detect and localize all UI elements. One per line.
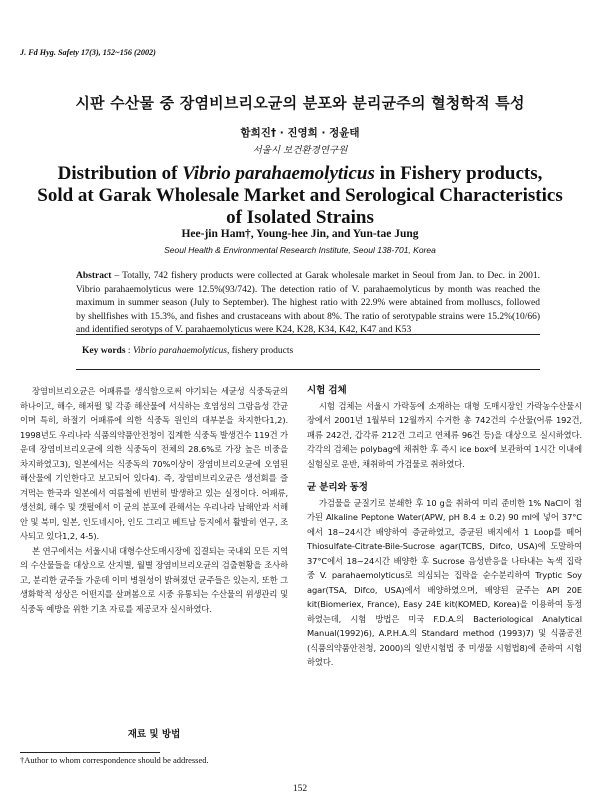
- english-title-line1: [0, 163, 600, 185]
- right-paragraph-1: 시험 검체는 서울시 가락동에 소재하는 대형 도매시장인 가락농수산물시장에서 2001년 1월부터 12월까지 수거한 총 742건의 수산물(어류 192건, 패류 242건, 갑각류 212건 그리고 연체류 96건 등)을 대상으로 실시하였다. 각각의 검체는 polybag에 채취한 후 즉시 ice box에 보관하여 1시간 이내에 실험실로 운반, 채취하여 가검물로 취하였다.: [307, 400, 582, 469]
- journal-citation: J. Fd Hyg. Safety 17(3), 152~156 (2002): [20, 48, 156, 57]
- keywords-bottom-rule: [76, 369, 540, 370]
- left-column: [20, 384, 288, 616]
- subheading-isolation: 균 분리와 동정: [307, 482, 368, 493]
- keywords-italic: Vibrio parahaemolyticus,: [132, 346, 230, 356]
- title-line1-pre: Distribution of: [57, 163, 183, 184]
- left-paragraph-1: 장염비브리오균은 어패류를 생식함으로써 야기되는 세균성 식중독균의 하나이고, 해수, 해저펄 및 각종 해산물에 서식하는 호염성의 그람음성 간균이며 특히, 하절기 어패류에 의한 식중독 원인의 대부분을 차지한다1,2). 1998년도 우리나라 식품의약품안전청이 집계한 식중독 발생건수 119건 가운데 장염비브리오균에 의한 식중독이 전체의 28.6%로 가장 높은 비중을 차지하였고3), 일본에서는 식중독의 70%이상이 장염비브리오균에 오염된 해산물에 기인한다고 보고되어 있다4). 즉, 장염비브리오균은 생선회를 즐겨먹는 한국과 일본에서 여름철에 빈번히 발생하고 있는 실정이다. 어패류, 생선회, 해수 및 갯펄에서 이 균의 분포에 관해서는 우리나라 남해안과 서해안 및 북미, 일본, 인도네시아, 인도 그리고 베트남 등지에서 활발히 연구, 조사되고 있다1,2, 4-5).: [20, 386, 288, 541]
- right-column: [307, 384, 582, 670]
- english-title-line2: Sold at Garak Wholesale Market and Serological Characteristics: [37, 185, 563, 206]
- korean-authors: 함희진† · 진영희 · 정윤태: [240, 127, 360, 139]
- spacer: [307, 471, 582, 481]
- english-title-line3: of Isolated Strains: [226, 207, 374, 228]
- english-affiliation: Seoul Health & Environmental Research Institute, Seoul 138-701, Korea: [164, 245, 436, 255]
- korean-title: 시판 수산물 중 장염비브리오균의 분포와 분리균주의 혈청학적 특성: [75, 94, 525, 112]
- keywords-label: Key words: [82, 346, 126, 356]
- footnote-rule: [20, 752, 160, 753]
- right-paragraph-2: 가검물을 균질기로 분쇄한 후 10 g을 취하여 미리 준비한 1% NaCl이 첨가된 Alkaline Peptone Water(APW, pH 8.4 ± 0.2) 90 ml에 넣어 37°C에서 18~24시간 배양하여 증균하였고, 증균된 배지에서 1 Loop를 떼어 Thiosulfate-Citrate-Bile-Sucrose agar(TCBS, Difco, USA)에 도말하여 37°C에서 18~24시간 배양한 후 Sucrose 음성반응을 나타내는 녹색 집락 중 V. parahaemolyticus로 의심되는 집락을 순수분리하여 Tryptic Soy agar(TSA, Difco, USA)에서 배양하였으며, 배양된 균주는 API 20E kit(Biomeriex, France), Easy 24E kit(KOMED, Korea)을 이용하여 동정하였는데, 시험 방법은 미국 F.D.A.의 Bacteriological Analytical Manual(1992)6), A.P.H.A.의 Standard method (1993)7) 및 식품공전(식품의약품안전청, 2000)의 일반시험법 중 미생물 시험법8)에 준하여 시험하였다.: [307, 497, 582, 667]
- title-line1-post: in Fishery products,: [374, 163, 543, 184]
- english-authors: Hee-jin Ham†, Young-hee Jin, and Yun-tae Jung: [181, 228, 419, 240]
- section-heading-methods: 재료 및 방법: [127, 729, 181, 740]
- keywords-rest: fishery products: [229, 346, 294, 356]
- abstract: [76, 270, 540, 338]
- title-line1-italic: Vibrio parahaemolyticus: [182, 163, 375, 184]
- keywords: [82, 346, 293, 356]
- korean-affiliation: 서울시 보건환경연구원: [252, 145, 348, 156]
- footnote: †Author to whom correspondence should be addressed.: [20, 755, 209, 765]
- keywords-colon: :: [125, 346, 133, 356]
- page-number: 152: [292, 784, 308, 794]
- english-title: [0, 163, 600, 229]
- left-paragraph-2: 본 연구에서는 서울시내 대형수산도매시장에 집결되는 국내외 모든 지역의 수산물들을 대상으로 산지별, 월별 장염비브리오균의 검출현황을 조사하고, 분리한 균주들 가운데 이미 병원성이 밝혀졌던 균주들은 있는지, 또한 그 생화학적 성상은 어떤지를 살펴봄으로 시중 유통되는 수산물의 위생관리 및 식중독 예방을 위한 기초 자료를 제공코자 실시하였다.: [20, 545, 288, 614]
- abstract-text: – Totally, 742 fishery products were collected at Garak wholesale market in Seoul from Jan. to Dec. in 2001. Vibrio parahaemolyticus were 12.5%(93/742). The detection ratio of V. parahaemolyticus by month was reached the maximum in summer season (July to September). The highest ratio with 22.9% were abtained from molluscs, followed by shellfishes with 15.3%, and fishes and crustaceans with about 8%. The ratio of serotypable strains were 15.2%(10/66) and identified serotyps of V. parahaemolyticus were K24, K28, K34, K42, K47 and K53: [76, 271, 540, 336]
- subheading-samples: 시험 검체: [307, 385, 347, 396]
- abstract-label: Abstract: [76, 271, 112, 281]
- keywords-top-rule: [76, 334, 540, 335]
